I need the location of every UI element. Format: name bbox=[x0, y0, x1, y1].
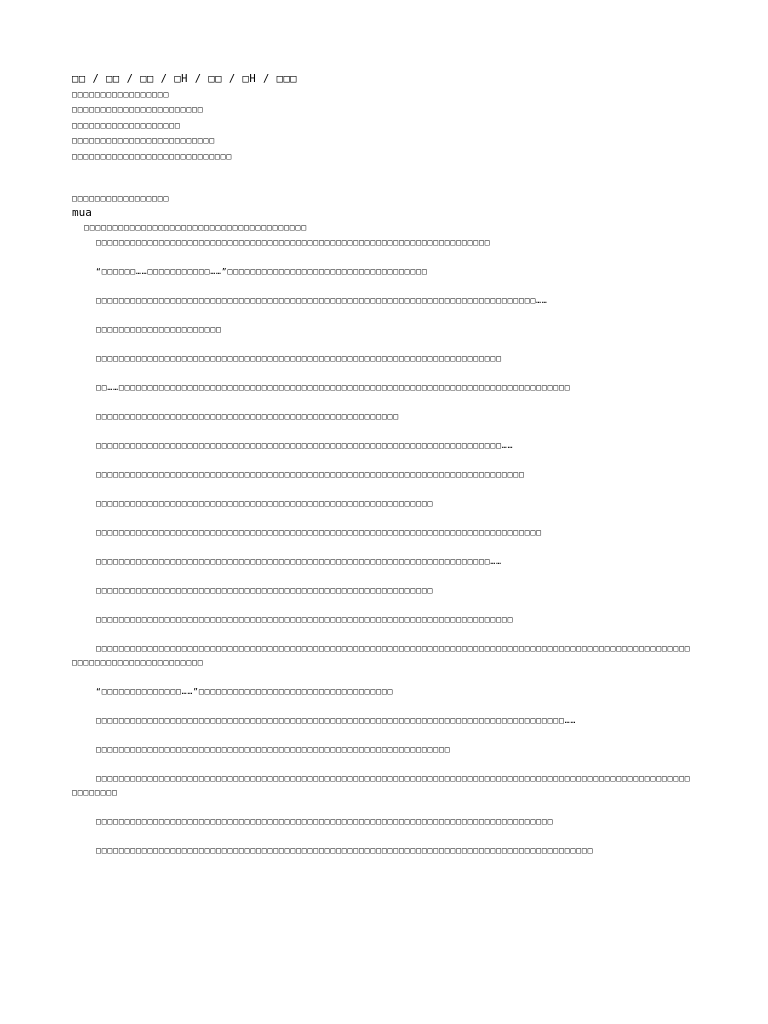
paragraph: □□□□□□□□□□□□□□□□□□□□□□□□□□□□□□□□□□□□□□□□□□□□□□□□□□□□□□□□□□□□□□□□□□□□□□□…… bbox=[96, 441, 514, 451]
breadcrumb[interactable]: □□ / □□ / □□ / □H / □□ / □H / □□□ bbox=[72, 73, 298, 85]
paragraph: □□□□□□□□□□□□□□□□□□□□□□□□□□□□□□□□□□□□□□□□□□□□□□□□□□□□□□□□□□□□□□□□□□□□□□□□□□□□□□ bbox=[96, 528, 542, 538]
paragraph: □□□□□□□□□□□□□□□□□□□□□□□□□□□□□□□□□□□□□□□□□□□□□□□□□□□□□□□□□□□□□□□□□□□□□ bbox=[96, 238, 491, 248]
meta-line: □□□□□□□□□□□□□□□□□□□□□□□□□ bbox=[72, 136, 215, 146]
paragraph: “□□□□□□……□□□□□□□□□□□……”□□□□□□□□□□□□□□□□□□□□□□□□□□□□□□□□□□□ bbox=[96, 267, 428, 277]
paragraph: □□□□□□□□□□□□□□□□□□□□□□□□□□□□□□□□□□□□□□□□□□□□□□□□□□□□□ bbox=[96, 412, 399, 422]
meta-line: □□□□□□□□□□□□□□□□□□□□□□□ bbox=[72, 105, 204, 115]
meta-line: □□□□□□□□□□□□□□□□□□□□□□□□□□□□ bbox=[72, 151, 233, 161]
author-name: mua bbox=[72, 206, 92, 220]
paragraph: □□□□□□□□□□□□□□□□□□□□□□□□□□□□□□□□□□□□□□□□□□□□□□□□□□□□□□□□□□□□□□□□□□□□□□□□□□□ bbox=[96, 470, 525, 480]
meta-line: □□□□□□□□□□□□□□□□□□□ bbox=[72, 120, 181, 130]
paragraph: □□□□□□□□□□□□□□□□□□□□□□□□□□□□□□□□□□□□□□□□□□□□□□□□□□□□□□□□□□□□□□ bbox=[96, 745, 451, 755]
document-meta bbox=[72, 87, 692, 164]
paragraph: □□□□□□□□□□□□□□□□□□□□□□□□□□□□□□□□□□□□□□□□□□□□□□□□□□□□□□□□□□□ bbox=[96, 586, 434, 596]
paragraph: □□□□□□□□□□□□□□□□□□□□□□□□□□□□□□□□□□□□□□□□□□□□□□□□□□□□□□□□□□□□□□□□□□□□□□□□□□□□□□□□□□□□□□□□□□□□□□□□□□□□□□□□□□□□□□□□ bbox=[72, 774, 691, 798]
paragraph: □□□□□□□□□□□□□□□□□□□□□□□□□□□□□□□□□□□□□□□□□□□□□□□□□□□□□□□□□□□□□□□□□□□□□□□□□□□□□□□□ bbox=[96, 817, 554, 827]
paragraph: □□□□□□□□□□□□□□□□□□□□□□□□□□□□□□□□□□□□□□□□□□□□□□□□□□□□□□□□□□□□□□□□□□□□□□□□□□□□□□□□□□□□□□□ bbox=[96, 846, 594, 856]
paragraph: □□□□□□□□□□□□□□□□□□□□□□ bbox=[96, 325, 222, 335]
paragraph: □□□□□□□□□□□□□□□□□□□□□□□□□□□□□□□□□□□□□□□□□□□□□□□□□□□□□□□□□□□□□□□□□□□□□□□ bbox=[96, 354, 502, 364]
paragraph: □□□□□□□□□□□□□□□□□□□□□□□□□□□□□□□□□□□□□□□□□□□□□□□□□□□□□□□□□□□□□□□□□□□□□…… bbox=[96, 557, 502, 567]
paragraph: □□□□□□□□□□□□□□□□□□□□□□□□□□□□□□□□□□□□□□□□□□□□□□□□□□□□□□□□□□□□□□□□□□□□□□□□□□□□□□□□□□…… bbox=[96, 716, 577, 726]
chapter-subheading: □□□□□□□□□□□□□□□□□□□□□□□□□□□□□□□□□□□□□□□ bbox=[84, 223, 307, 233]
paragraph: “□□□□□□□□□□□□□□……”□□□□□□□□□□□□□□□□□□□□□□□□□□□□□□□□□□ bbox=[96, 687, 394, 697]
meta-line: □□□□□□□□□□□□□□□□□ bbox=[72, 90, 170, 99]
document-page bbox=[72, 72, 692, 873]
section-heading: □□□□□□□□□□□□□□□□□ bbox=[72, 194, 170, 204]
paragraph: □□□□□□□□□□□□□□□□□□□□□□□□□□□□□□□□□□□□□□□□□□□□□□□□□□□□□□□□□□□□□□□□□□□□□□□□□□□□□…… bbox=[96, 296, 548, 306]
paragraph: □□□□□□□□□□□□□□□□□□□□□□□□□□□□□□□□□□□□□□□□□□□□□□□□□□□□□□□□□□□□□□□□□□□□□□□□□ bbox=[96, 615, 514, 625]
paragraph: □□□□□□□□□□□□□□□□□□□□□□□□□□□□□□□□□□□□□□□□□□□□□□□□□□□□□□□□□□□ bbox=[96, 499, 434, 509]
body-text bbox=[72, 236, 692, 858]
paragraph: □□□□□□□□□□□□□□□□□□□□□□□□□□□□□□□□□□□□□□□□□□□□□□□□□□□□□□□□□□□□□□□□□□□□□□□□□□□□□□□□□□□□□□□□□□□□□□□□□□□□□□□□□□□□□□□□□□□□□□□□□□□□□□□ bbox=[72, 644, 691, 668]
paragraph: □□……□□□□□□□□□□□□□□□□□□□□□□□□□□□□□□□□□□□□□□□□□□□□□□□□□□□□□□□□□□□□□□□□□□□□□□□□□□□□□□□ bbox=[96, 383, 571, 393]
